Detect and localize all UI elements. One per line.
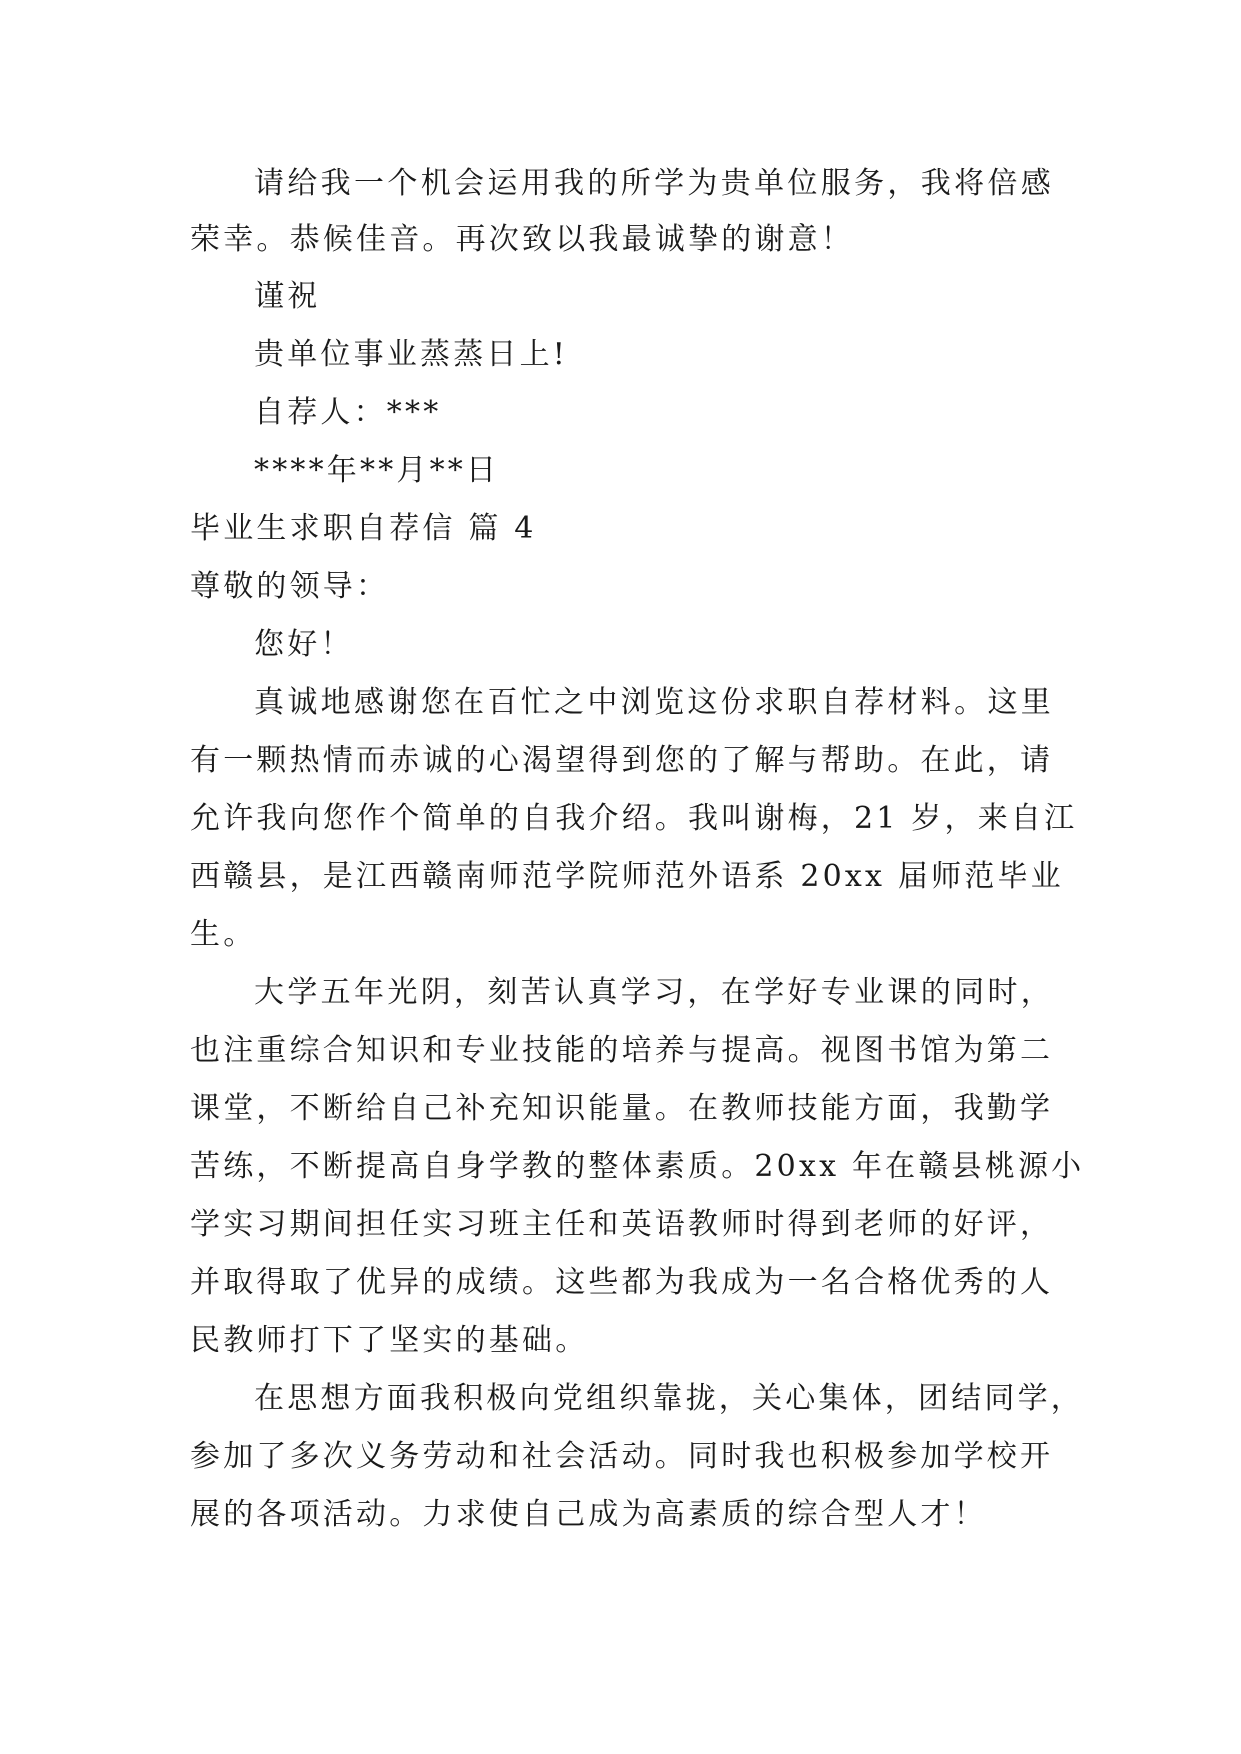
- paragraph-line: 展的各项活动。力求使自己成为高素质的综合型人才！: [190, 1497, 987, 1532]
- closing-wish: 贵单位事业蒸蒸日上!: [254, 337, 569, 372]
- paragraph-line: 参加了多次义务劳动和社会活动。同时我也积极参加学校开: [190, 1439, 1054, 1474]
- section-heading: 毕业生求职自荐信 篇 4: [190, 511, 537, 546]
- paragraph-line: 在思想方面我积极向党组织靠拢，关心集体，团结同学，: [254, 1381, 1084, 1416]
- paragraph-line: 请给我一个机会运用我的所学为贵单位服务，我将倍感: [254, 166, 1054, 201]
- paragraph-line: 西赣县，是江西赣南师范学院师范外语系 20xx 届师范毕业: [190, 859, 1064, 894]
- paragraph-line: 荣幸。恭候佳音。再次致以我最诚挚的谢意！: [190, 222, 854, 257]
- paragraph-line: 大学五年光阴，刻苦认真学习，在学好专业课的同时，: [254, 975, 1054, 1010]
- paragraph-line: 允许我向您作个简单的自我介绍。我叫谢梅，21 岁，来自江: [190, 801, 1078, 836]
- paragraph-line: 学实习期间担任实习班主任和英语教师时得到老师的好评，: [190, 1207, 1054, 1242]
- greeting-recipient: 尊敬的领导：: [190, 569, 390, 604]
- paragraph-line: 课堂，不断给自己补充知识能量。在教师技能方面，我勤学: [190, 1091, 1054, 1126]
- signature-line: 自荐人：***: [254, 395, 442, 430]
- date-line: ****年**月**日: [254, 453, 500, 488]
- greeting: 您好！: [254, 627, 354, 662]
- paragraph-line: 生。: [190, 917, 257, 952]
- paragraph-line: 有一颗热情而赤诚的心渴望得到您的了解与帮助。在此，请: [190, 743, 1054, 778]
- paragraph-line: 并取得取了优异的成绩。这些都为我成为一名合格优秀的人: [190, 1265, 1054, 1300]
- paragraph-line: 民教师打下了坚实的基础。: [190, 1323, 589, 1358]
- paragraph-line: 真诚地感谢您在百忙之中浏览这份求职自荐材料。这里: [254, 685, 1054, 720]
- paragraph-line: 苦练，不断提高自身学教的整体素质。20xx 年在赣县桃源小: [190, 1149, 1085, 1184]
- closing-salutation: 谨祝: [254, 279, 321, 314]
- paragraph-line: 也注重综合知识和专业技能的培养与提高。视图书馆为第二: [190, 1033, 1054, 1068]
